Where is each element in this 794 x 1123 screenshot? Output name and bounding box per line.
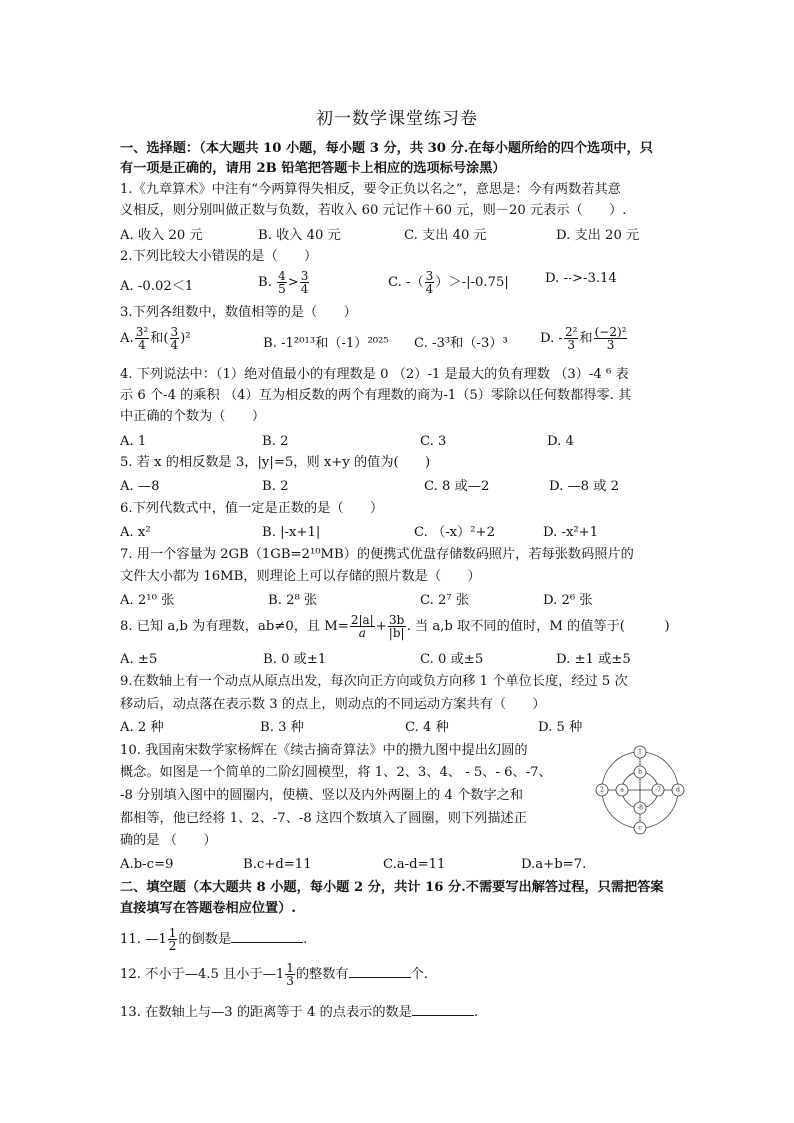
q9-line1: 9.在数轴上有一个动点从原点出发，每次向正方向或负方向移 1 个单位长度，经过 5 次 (120, 674, 628, 689)
q3-option-c: C. -3³和（-3）³ (414, 336, 508, 351)
q13: 13. 在数轴上与—3 的距离等于 4 的点表示的数是 . (120, 1005, 479, 1020)
q13-answer-blank[interactable] (412, 1003, 474, 1016)
node-left-label: 2 (600, 786, 604, 794)
q4-option-c: C. 3 (420, 434, 447, 449)
q10-line2: 概念。如图是一个简单的二阶幻圆模型，将 1、2、3、4、 - 5、- 6、-7、 (120, 765, 552, 780)
q5-stem: 5. 若 x 的相反数是 3，|y|=5，则 x+y 的值为( ) (120, 455, 431, 470)
q2-option-d: D. - >-3.14 (545, 271, 617, 286)
q9-option-c: C. 4 种 (405, 720, 449, 735)
q2-stem: 2.下列比较大小错误的是（ ） (120, 249, 318, 264)
q4-line3: 中正确的个数为（ ） (120, 409, 266, 424)
q12-answer-blank[interactable] (349, 965, 411, 978)
section2-heading-cont: 直接填写在答题卷相应位置）. (120, 901, 297, 916)
q1-option-b: B. 收入 40 元 (258, 228, 341, 243)
q9-option-d: D. 5 种 (538, 720, 583, 735)
q4-line2: 示 6 个-4 的乘积 （4）互为相反数的两个有理数的商为-1（5）零除以任何数都得零. 其 (120, 388, 632, 403)
node-inner-bottom-label: -8 (637, 804, 643, 812)
q11-answer-blank[interactable] (231, 930, 303, 943)
q1-line1: 1.《九章算术》中注有“今两算得失相反，要令正负以名之”，意思是：今有两数若其意 (120, 182, 621, 197)
q1-line2: 义相反，则分别叫做正数与负数，若收入 60 元记作＋60 元，则－20 元表示（ ）. (120, 203, 627, 218)
q10-option-b: B.c+d=11 (243, 857, 312, 872)
q8-option-d: D. ±1 或±5 (556, 652, 631, 667)
q7-option-c: C. 2⁷ 张 (420, 593, 470, 608)
q1-option-d: D. 支出 20 元 (556, 228, 640, 243)
q3-option-a: A. $\frac{\text{3²}}{4}$ 和( $\frac{3}{4}$ )² (120, 325, 191, 352)
q4-line1: 4. 下列说法中：（1）绝对值最小的有理数是 0 （2）-1 是最大的负有理数 （3）-4 ⁶ 表 (120, 367, 629, 382)
q6-stem: 6.下列代数式中，值一定是正数的是（ ） (120, 501, 384, 516)
q12: 12. 不小于—4.5 且小于—1 $\frac{1}{3}$ 的整数有 个. (120, 961, 428, 988)
q9-option-a: A. 2 种 (120, 720, 164, 735)
q5-option-c: C. 8 或—2 (424, 479, 490, 494)
q5-option-b: B. 2 (262, 479, 289, 494)
q3-stem: 3.下列各组数中，数值相等的是（ ） (120, 305, 357, 320)
q7-option-a: A. 2¹⁰ 张 (120, 593, 175, 608)
q4-option-b: B. 2 (262, 434, 289, 449)
q7-option-d: D. 2⁶ 张 (543, 593, 593, 608)
q2-option-a: A. -0.02＜1 (120, 279, 194, 294)
q3-option-d: D. - $\frac{\text{2²}}{3}$ 和 $\frac{\text{(−2)²}}{3}$ (540, 325, 627, 352)
q1-option-c: C. 支出 40 元 (404, 228, 487, 243)
q1-option-a: A. 收入 20 元 (120, 228, 203, 243)
q8-stem: 8. 已知 a,b 为有理数，ab≠0，且 M= $\frac{2|a|}{a}$ + $\frac{3b}{|b|}$ . 当 a,b 取不同的值时，M 的值等于( ) (120, 613, 670, 640)
q2-option-b: B. $\frac{4}{5}$ > $\frac{3}{4}$ (258, 269, 309, 296)
node-bottom-label: c (638, 824, 642, 832)
q11: 11. —1 $\frac{1}{2}$ 的倒数是 . (120, 926, 308, 953)
node-inner-left-label: a (620, 786, 624, 794)
q6-option-b: B. |-x+1| (262, 525, 321, 540)
q6-option-c: C. （-x）²+2 (414, 525, 495, 540)
q3-option-b: B. -1²⁰¹³和（-1）²⁰²⁵ (263, 336, 389, 351)
q10-line4: 都相等，他已经将 1、2、-7、-8 这四个数填入了圆圈，则下列描述正 (120, 811, 527, 826)
q4-option-d: D. 4 (547, 434, 574, 449)
q7-option-b: B. 2⁸ 张 (268, 593, 318, 608)
q10-line3: -8 分别填入图中的圆圈内，使横、竖以及内外两圈上的 4 个数字之和 (120, 788, 524, 803)
magic-circle-diagram (592, 742, 688, 838)
q9-line2: 移动后，动点落在表示数 3 的点上，则动点的不同运动方案共有（ ） (120, 697, 546, 712)
q2-option-c: C. -（ $\frac{3}{4}$ ）＞-|-0.75| (388, 269, 509, 296)
q4-option-a: A. 1 (120, 434, 147, 449)
q5-option-d: D. —8 或 2 (549, 479, 620, 494)
q5-option-a: A. —8 (120, 479, 160, 494)
q10-line1: 10. 我国南宋数学家杨辉在《续古摘奇算法》中的攒九图中提出幻圆的 (120, 743, 528, 758)
node-inner-top-label: b (638, 768, 642, 776)
q10-option-a: A.b-c=9 (120, 857, 174, 872)
q8-option-a: A. ±5 (120, 652, 158, 667)
q6-option-a: A. x² (120, 525, 151, 540)
section1-heading-cont: 有一项是正确的，请用 2B 铅笔把答题卡上相应的选项标号涂黑） (120, 161, 506, 176)
q10-option-c: C.a-d=11 (383, 857, 446, 872)
q10-option-d: D.a+b=7. (521, 857, 587, 872)
section1-heading: 一、选择题：（本大题共 10 小题，每小题 3 分，共 30 分.在每小题所给的四个选项中，只 (120, 141, 653, 156)
q9-option-b: B. 3 种 (260, 720, 304, 735)
node-top-label: 1 (638, 748, 642, 756)
node-right-label: d (676, 786, 680, 794)
q8-option-c: C. 0 或±5 (420, 652, 484, 667)
q6-option-d: D. -x²+1 (543, 525, 599, 540)
node-inner-right-label: -7 (655, 786, 661, 794)
page-title: 初一数学课堂练习卷 (316, 109, 478, 129)
q7-line1: 7. 用一个容量为 2GB（1GB=2¹⁰MB）的便携式优盘存储数码照片，若每张数码照片的 (120, 547, 634, 562)
q10-line5: 确的是 （ ） (120, 833, 217, 848)
section2-heading: 二、填空题（本大题共 8 小题，每小题 2 分，共计 16 分.不需要写出解答过程，只需把答案 (120, 880, 664, 895)
q7-line2: 文件大小都为 16MB，则理论上可以存储的照片数是（ ） (120, 569, 481, 584)
q8-option-b: B. 0 或±1 (263, 652, 327, 667)
